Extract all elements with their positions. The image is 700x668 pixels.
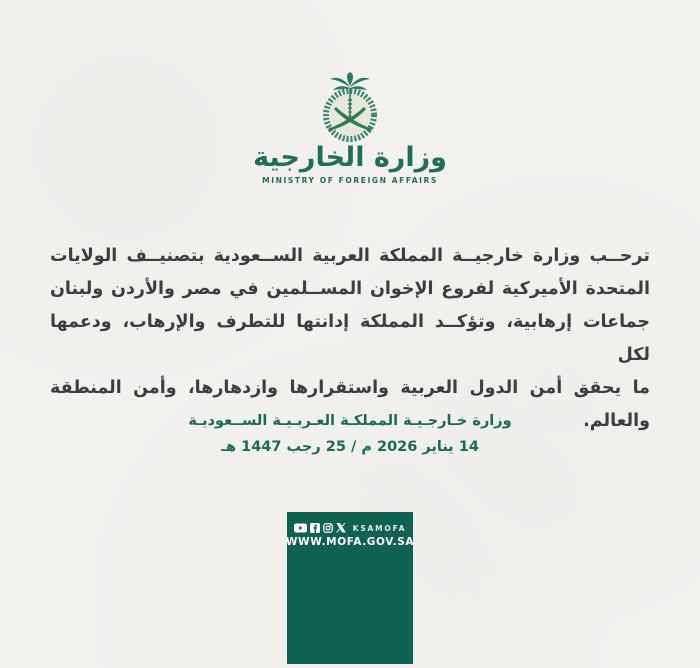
social-row: [294, 523, 407, 533]
signature-org: وزارة خـارجـيـة المملكـة العـربـيـة الســعوديـة: [188, 413, 512, 429]
statement-line: ترحــب وزارة خارجيــة المملكة العربية الســعودية بتصنيــف الولايات: [50, 246, 650, 266]
facebook-icon: [310, 523, 320, 533]
statement-line: ما يحقق أمن الدول العربية واستقرارها وازدهارها، وأمن المنطقة والعالم.: [50, 378, 650, 431]
website-url: WWW.MOFA.GOV.SA: [285, 536, 415, 548]
signature-block: [0, 408, 700, 460]
mofa-logo: [0, 72, 700, 185]
statement-line: جماعات إرهابية، وتؤكــد المملكة إدانتها للتطرف والإرهاب، ودعمها لكل: [50, 312, 650, 365]
ministry-name-arabic: وزارة الخارجية: [253, 142, 447, 173]
footer-box: [287, 512, 413, 664]
ministry-name-english: MINISTRY OF FOREIGN AFFAIRS: [262, 176, 438, 186]
saudi-emblem-icon: [300, 72, 400, 142]
youtube-icon: [294, 523, 307, 533]
social-handle: KSAMOFA: [352, 523, 407, 533]
x-icon: [336, 523, 346, 533]
signature-date: 14 يناير 2026 م / 25 رجب 1447 هـ: [221, 439, 479, 455]
instagram-icon: [323, 523, 333, 533]
statement-line: المتحدة الأميركية لفروع الإخوان المســلمين في مصر والأردن ولبنان: [50, 279, 650, 299]
